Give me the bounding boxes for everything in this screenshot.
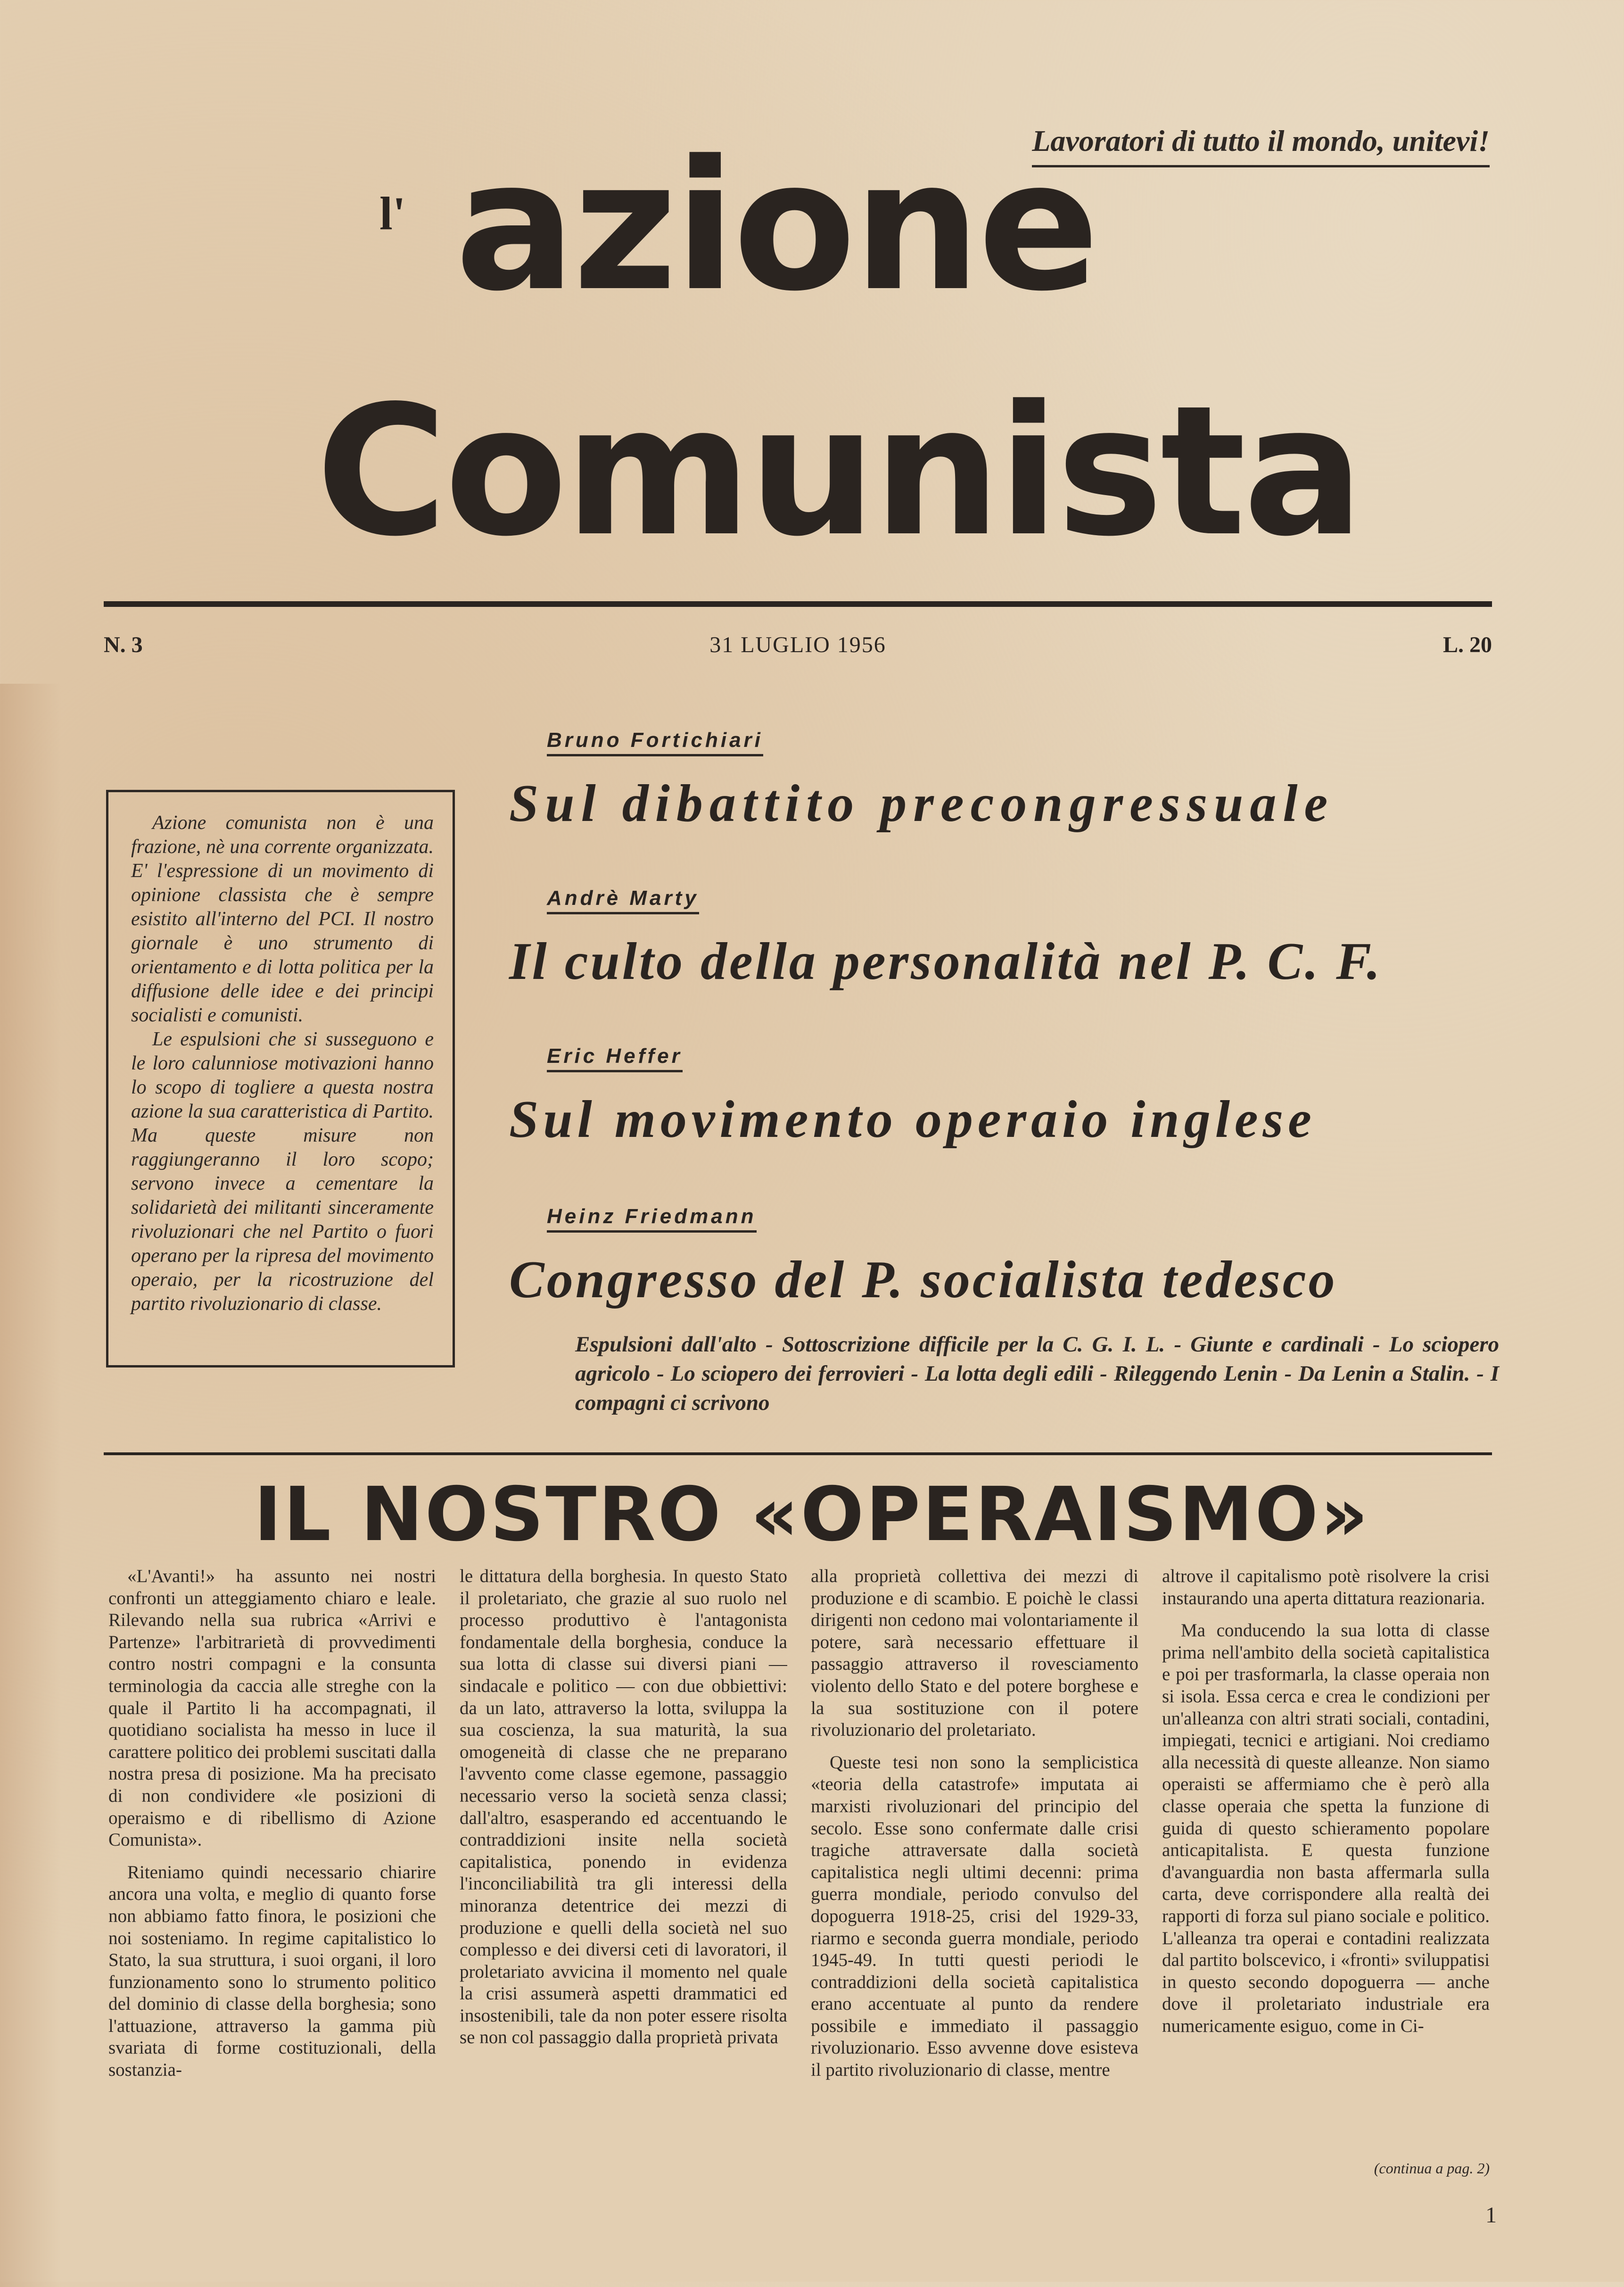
page-number: 1 — [1485, 2203, 1497, 2228]
continued-note: (continua a pag. 2) — [1374, 2160, 1490, 2177]
article-column — [1162, 1566, 1490, 2155]
article-paragraph: alla proprietà collettiva dei mezzi di produzione e di scambio. E poichè le classi dirigenti non cedono mai volontariamente il potere, sarà necessario effettuare il passaggio attraverso il rovesciamento violento dello Stato e del potere borghese e la sua sostituzione con il potere rivoluzionario del proletariato. — [811, 1566, 1138, 1740]
main-headline: IL NOSTRO «OPERAISMO» — [254, 1471, 1370, 1558]
feature-author: Bruno Fortichiari — [547, 729, 763, 756]
feature-title: Sul movimento operaio inglese — [509, 1090, 1316, 1149]
masthead-article: l' — [379, 187, 406, 240]
article-column — [460, 1566, 787, 2174]
article-paragraph: «L'Avanti!» ha assunto nei nostri confronti un atteggiamento chiaro e leale. Rilevando nella sua rubrica «Arrivi e Partenze» l'arbitrarietà di provvedimenti contro nostri compagni e la consunta terminologia da caccia alle streghe con la quale il Partito li ha accompagnati, il quotidiano socialista ha messo in luce il carattere politico dei problemi suscitati dalla nostra presa di posizione. Ma ha precisato di non condividere «le posizioni di operaismo e di ribellismo di Azione Comunista». — [108, 1566, 436, 1850]
masthead-line2: Comunista — [316, 367, 1361, 576]
feature-author: Andrè Marty — [547, 887, 699, 914]
dateline — [104, 632, 1492, 665]
masthead-line1: azione — [455, 122, 1097, 331]
motto: Lavoratori di tutto il mondo, unitevi! — [1032, 124, 1490, 167]
section-rule — [104, 1452, 1492, 1455]
feature-author: Eric Heffer — [547, 1044, 683, 1072]
issue-price: L. 20 — [1443, 632, 1492, 657]
editorial-paragraph: Azione comunista non è una frazione, nè una corrente organizzata. E' l'espressione di un movimento di opinione classista che è sempre esistito all'interno del PCI. Il nostro giornale è uno strumento di orientamento e di lotta politica per la diffusione delle idee e dei principi socialisti e comunisti. — [131, 812, 434, 1026]
feature-title: Sul dibattito precongressuale — [509, 774, 1335, 833]
article-paragraph: altrove il capitalismo potè risolvere la crisi instaurando una aperta dittatura reazionaria. — [1162, 1566, 1490, 1608]
feature-author: Heinz Friedmann — [547, 1205, 757, 1233]
article-paragraph: Riteniamo quindi necessario chiarire ancora una volta, e meglio di quanto forse non abbiamo fatto finora, le posizioni che noi sosteniamo. In regime capitalistico lo Stato, la sua struttura, i suoi organi, il loro funzionamento sono lo strumento politico del dominio di classe della borghesia; sono l'attuazione, attraverso la gamma più svariata di forme costituzionali, della sostanzia- — [108, 1862, 436, 2080]
article-column — [811, 1566, 1138, 2174]
masthead-rule — [104, 601, 1492, 607]
editorial-box — [106, 790, 455, 1367]
article-column — [108, 1566, 436, 2174]
issue-number: N. 3 — [104, 632, 143, 657]
editorial-paragraph: Le espulsioni che si susseguono e le loro calunniose motivazioni hanno lo scopo di togliere a questa nostra azione la sua caratteristica di Partito. Ma queste misure non raggiungeranno il loro scopo; servono invece a cementare la solidarietà dei militanti sinceramente rivoluzionari che nel Partito o fuori operano per la ripresa del movimento operaio, per la ricostruzione del partito rivoluzionario di classe. — [131, 1028, 434, 1315]
feature-title: Il culto della personalità nel P. C. F. — [509, 932, 1383, 991]
feature-title: Congresso del P. socialista tedesco — [509, 1251, 1337, 1309]
article-paragraph: Ma conducendo la sua lotta di classe prima nell'ambito della società capitalistica e poi per trasformarla, la classe operaia non si isola. Essa cerca e crea le condizioni per un'alleanza con altri strati sociali, contadini, impiegati, tecnici e artigiani. Noi crediamo alla necessità di queste alleanze. Non siamo operaisti se affermiamo che è però alla classe operaia che spetta la funzione di guida di questo schieramento popolare anticapitalista. E questa funzione d'avanguardia non basta affermarla sulla carta, deve corrispondere alla realtà dei rapporti di forza sul piano sociale e politico. L'alleanza tra operai e contadini realizzata dal partito bolscevico, i «fronti» sviluppatisi in questo secondo dopoguerra — anche dove il proletariato industriale era numericamente esiguo, come in Ci- — [1162, 1620, 1490, 2036]
article-paragraph: le dittatura della borghesia. In questo Stato il proletariato, che grazie al suo ruolo nel processo produttivo è l'antagonista fondamentale della borghesia, conduce la sua lotta di classe sui diversi piani — sindacale e politico — con due obbiettivi: da un lato, attraverso la lotta, sviluppa la sua coscienza, la sua maturità, la sua omogeneità di classe che ne preparano l'avvento come classe egemone, passaggio necessario verso la società senza classi; dall'altro, esasperando ed accentuando le contraddizioni insite nella società capitalistica, ponendo in evidenza l'inconciliabilità tra gli interessi della minoranza detentrice dei mezzi di produzione e quelli della società nel suo complesso e dei diversi ceti di lavoratori, il proletariato avvicina il momento nel quale la crisi assumerà aspetti drammatici ed insostenibili, tale da non poter essere risolta se non col passaggio dalla proprietà privata — [460, 1566, 787, 2048]
issue-date: 31 LUGLIO 1956 — [709, 632, 886, 657]
article-paragraph: Queste tesi non sono la semplicistica «teoria della catastrofe» imputata ai marxisti rivoluzionari del principio del secolo. Esse sono confermate dalle crisi tragiche attraversate dalla società capitalistica negli ultimi decenni: prima guerra mondiale, periodo convulso del dopoguerra 1918-25, crisi del 1929-33, riarmo e seconda guerra mondiale, periodo 1945-49. In tutti questi periodi le contraddizioni della società capitalistica erano accentuate al punto da rendere possibile e immediato il passaggio rivoluzionario. Esso avvenne dove esisteva il partito rivoluzionario di classe, mentre — [811, 1752, 1138, 2080]
also-inside: Espulsioni dall'alto - Sottoscrizione difficile per la C. G. I. L. - Giunte e cardinali - Lo sciopero agricolo - Lo sciopero dei ferrovieri - La lotta degli edili - Rileggendo Lenin - Da Lenin a Stalin. - I compagni ci scrivono — [575, 1332, 1499, 1415]
